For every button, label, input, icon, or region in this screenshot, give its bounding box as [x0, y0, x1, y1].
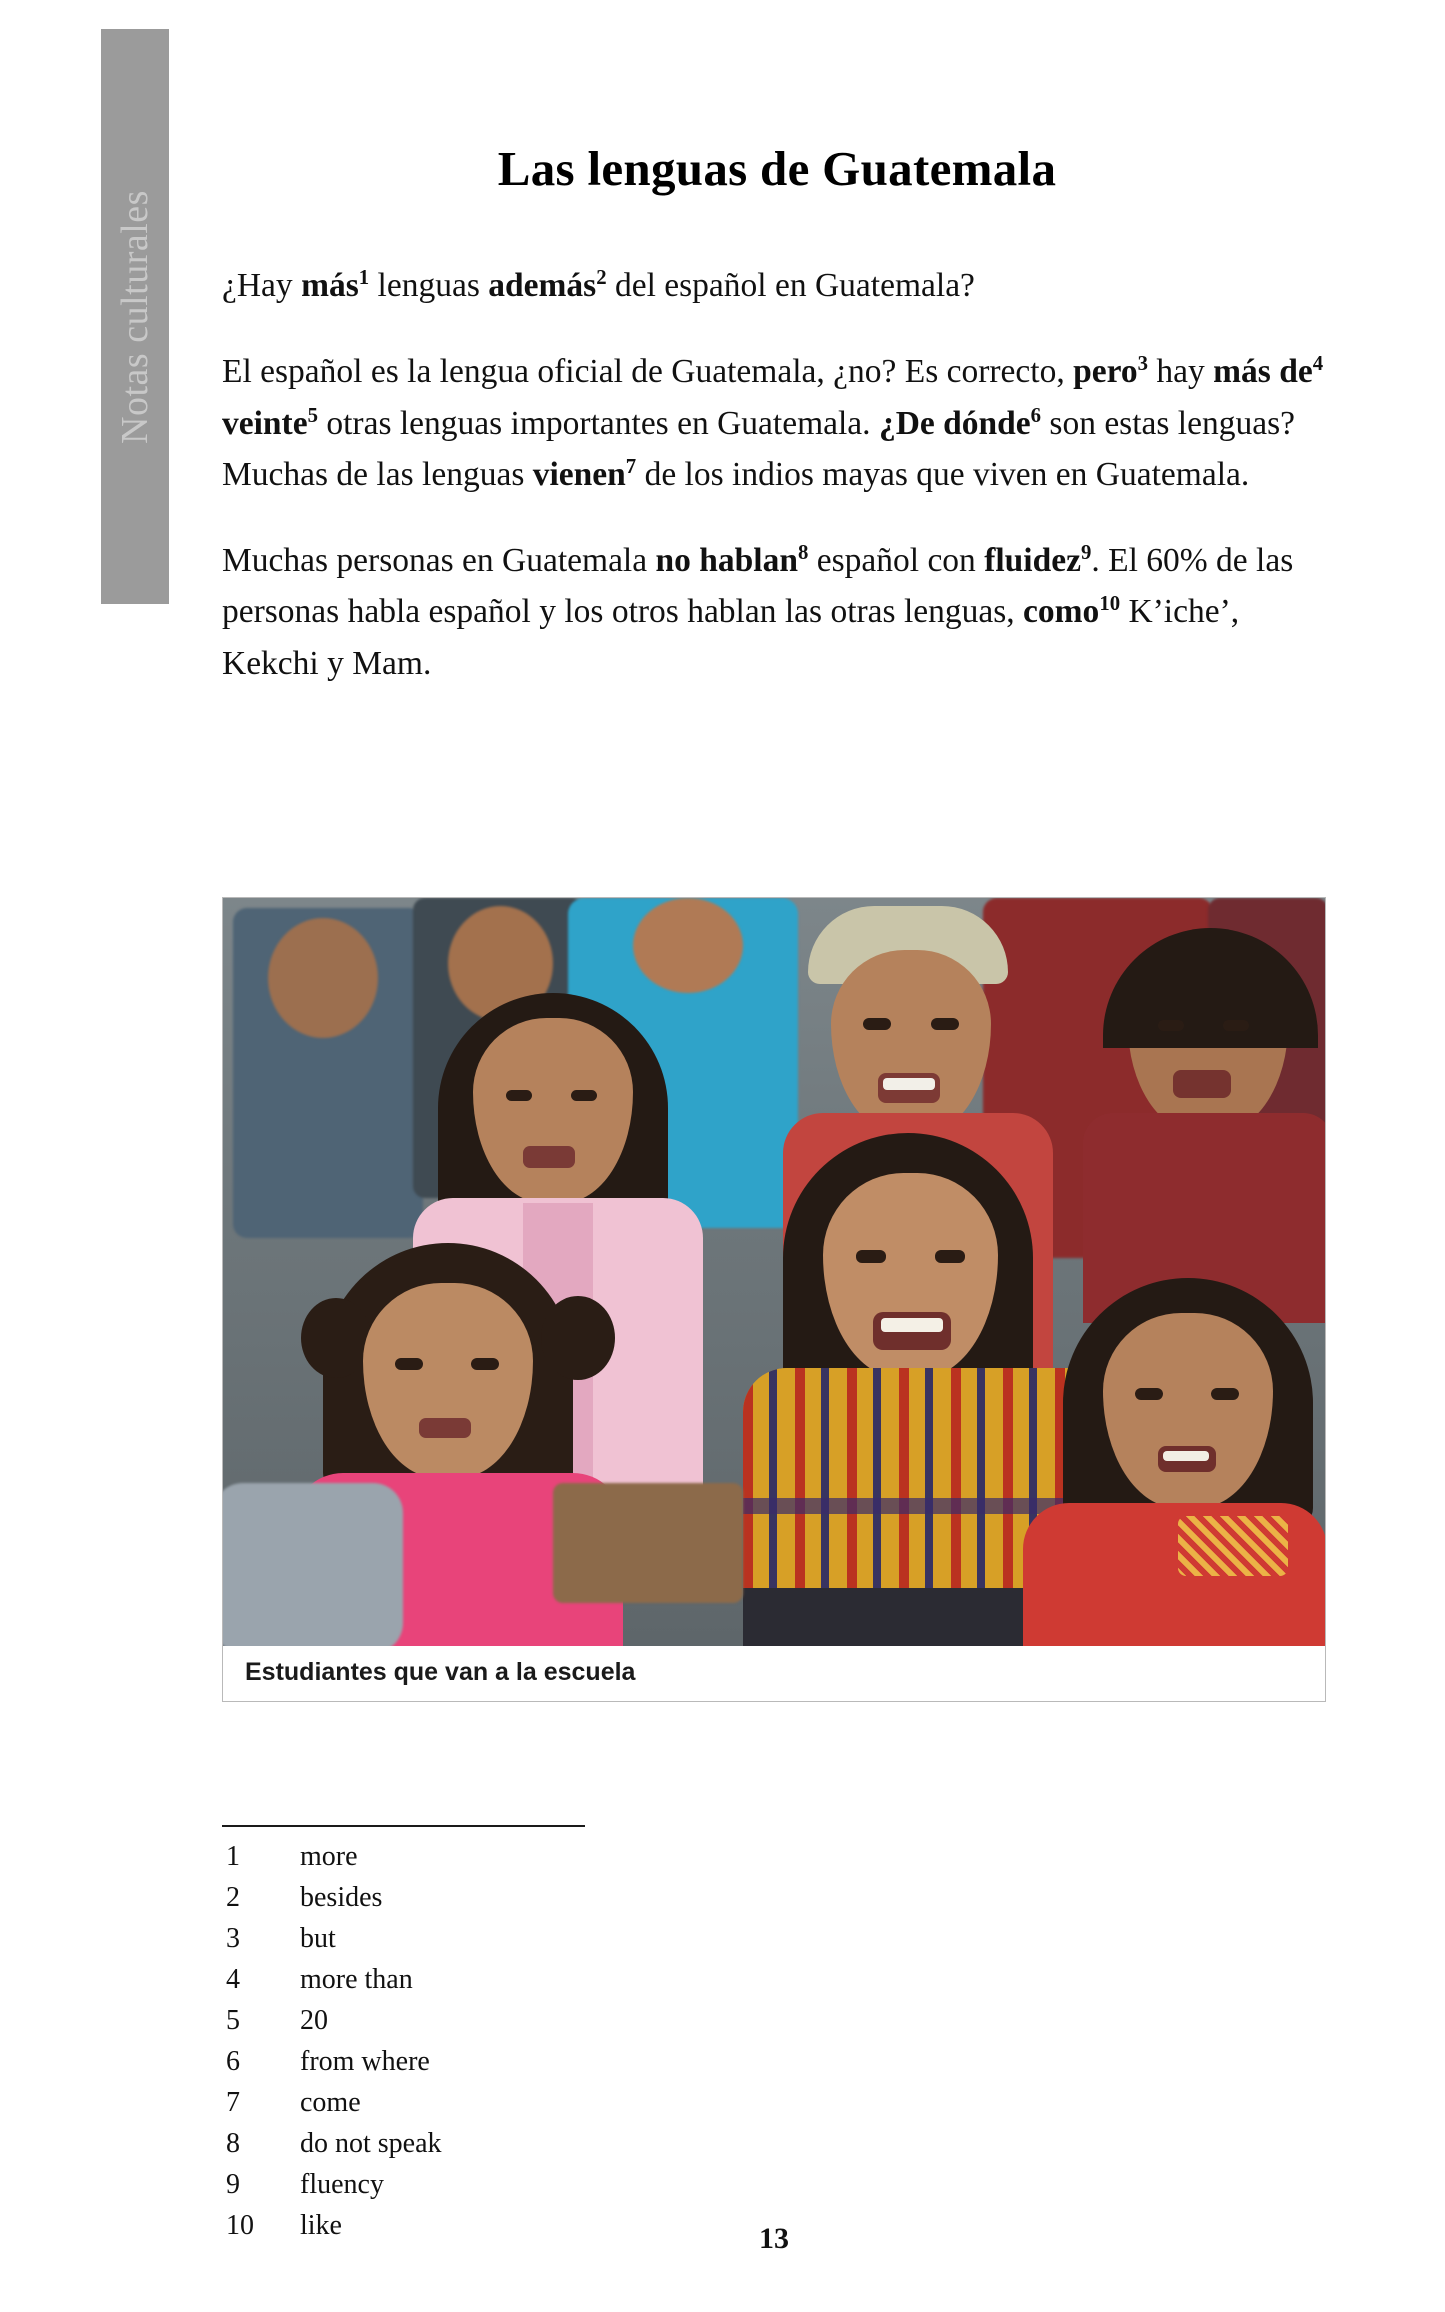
footnote-item [222, 1925, 922, 1953]
footnote-item [222, 2007, 922, 2035]
footnote-number: 9 [226, 2169, 240, 2200]
footnote-text: from where [300, 2046, 430, 2077]
footnote-number: 5 [226, 2005, 240, 2036]
footnote-item [222, 1966, 922, 1994]
footnote-text: do not speak [300, 2128, 442, 2159]
text-run: Muchas personas en Guatemala [222, 542, 656, 579]
text-run: lenguas [369, 267, 489, 304]
footnote-text: besides [300, 1882, 383, 1913]
footnote-number: 8 [226, 2128, 240, 2159]
footnote-item [222, 2130, 922, 2158]
vocab-term: vienen [532, 455, 626, 493]
paragraph-2 [222, 346, 1332, 500]
vocab-term: más de [1213, 353, 1313, 391]
footnote-text: like [300, 2210, 342, 2241]
footnote-text: more [300, 1841, 358, 1872]
paragraph-3 [222, 535, 1332, 689]
footnote-text: 20 [300, 2005, 328, 2036]
footnote-marker-5: 5 [307, 403, 318, 427]
text-run: son estas lenguas? Muchas de las lenguas [222, 404, 1296, 493]
footnote-number: 2 [226, 1882, 240, 1913]
footnotes-list [222, 1825, 922, 2253]
text-run: de los indios mayas que viven en Guatemala. [636, 455, 1250, 493]
footnote-marker-2: 2 [596, 265, 607, 289]
footnote-marker-4: 4 [1312, 352, 1324, 376]
vocab-term: veinte [222, 404, 308, 442]
vocab-term: además [488, 267, 597, 304]
vocab-term: ¿De dónde [878, 404, 1031, 442]
paragraph-1 [222, 260, 1332, 311]
footnote-item [222, 2171, 922, 2199]
footnote-marker-9: 9 [1080, 540, 1092, 564]
footnote-item [222, 1884, 922, 1912]
section-tab-label: Notas culturales [114, 189, 156, 444]
text-run: K’iche’, Kekchi y Mam. [222, 593, 1240, 682]
footnote-item [222, 2089, 922, 2117]
text-run: español con [808, 542, 985, 579]
footnote-number: 6 [226, 2046, 240, 2077]
footnote-marker-8: 8 [797, 540, 809, 564]
vocab-term: más [301, 267, 359, 304]
footnote-marker-3: 3 [1137, 352, 1148, 376]
figure-caption: Estudiantes que van a la escuela [223, 1646, 1325, 1701]
footnote-marker-6: 6 [1030, 403, 1042, 427]
footnote-number: 3 [226, 1923, 240, 1954]
footnote-text: but [300, 1923, 336, 1954]
footnote-marker-10: 10 [1099, 592, 1121, 616]
footnote-text: more than [300, 1964, 413, 1995]
vocab-term: como [1023, 593, 1100, 631]
footnote-number: 4 [226, 1964, 240, 1995]
text-run: . El 60% de las personas habla español y los otros hablan las otras lenguas, [222, 542, 1294, 631]
photo-of-schoolchildren [223, 898, 1325, 1646]
page-number: 13 [759, 2222, 789, 2255]
text-run: del español en Guatemala? [606, 267, 975, 304]
footnote-marker-1: 1 [358, 265, 370, 289]
figure [222, 897, 1326, 1702]
footnote-number: 10 [226, 2210, 254, 2241]
text-run: hay [1148, 353, 1214, 391]
page-title: Las lenguas de Guatemala [497, 141, 1057, 196]
footnote-number: 1 [226, 1841, 240, 1872]
footnote-text: fluency [300, 2169, 384, 2200]
footnote-marker-7: 7 [625, 454, 637, 478]
footnote-number: 7 [226, 2087, 240, 2118]
section-tab [101, 29, 169, 604]
footnote-text: come [300, 2087, 361, 2118]
vocab-term: no hablan [655, 542, 798, 579]
vocab-term: fluidez [984, 542, 1081, 579]
text-run: otras lenguas importantes en Guatemala. [317, 404, 879, 442]
footnote-item [222, 2048, 922, 2076]
footnote-item [222, 1843, 922, 1871]
vocab-term: pero [1073, 353, 1138, 391]
footnote-divider [222, 1825, 585, 1827]
text-run: El español es la lengua oficial de Guatemala, ¿no? Es correcto, [222, 353, 1074, 391]
page-content [222, 0, 1332, 2312]
text-run: ¿Hay [222, 267, 302, 304]
